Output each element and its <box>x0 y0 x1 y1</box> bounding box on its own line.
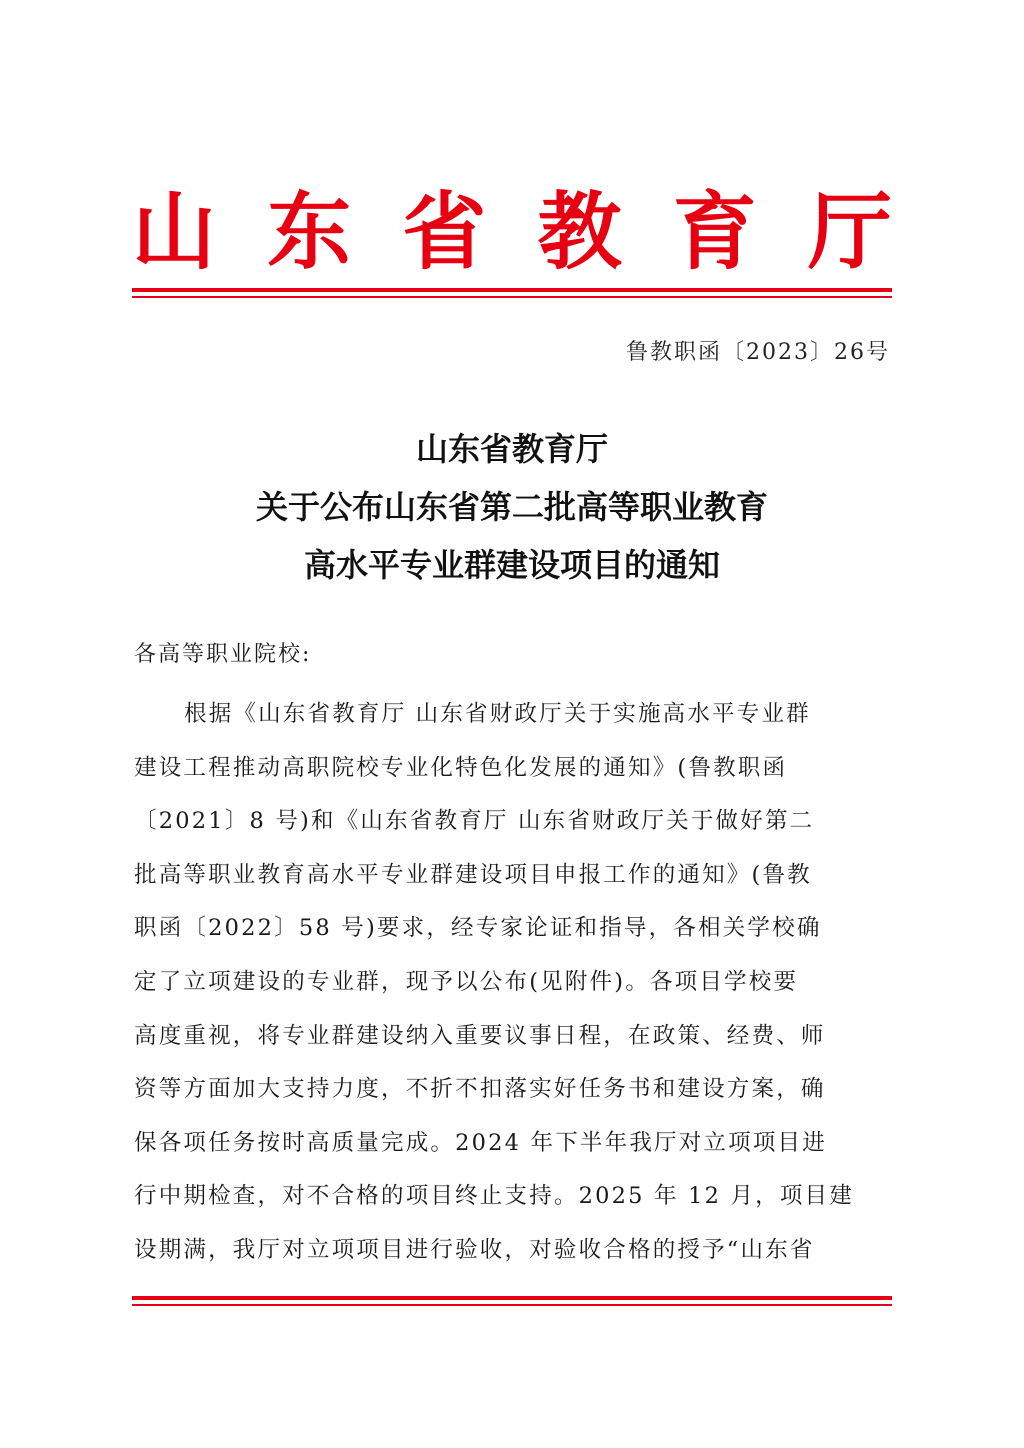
masthead-char: 山 <box>132 182 217 281</box>
title-line: 关于公布山东省第二批高等职业教育 <box>255 488 768 526</box>
salutation: 各高等职业院校: <box>134 642 312 667</box>
masthead-char: 教 <box>537 182 622 281</box>
body-line: 行中期检查，对不合格的项目终止支持。2025 年 12 月，项目建 <box>134 1183 854 1210</box>
body-line: 保各项任务按时高质量完成。2024 年下半年我厅对立项项目进 <box>134 1129 827 1156</box>
title-line: 高水平专业群建设项目的通知 <box>303 546 720 584</box>
masthead-rule-thin <box>132 296 892 298</box>
footer-rule-thin <box>132 1304 892 1306</box>
body-line: 建设工程推动高职院校专业化特色化发展的通知》(鲁教职函 <box>134 754 788 781</box>
masthead-char: 省 <box>402 182 487 281</box>
body-line: 资等方面加大支持力度，不折不扣落实好任务书和建设方案，确 <box>134 1076 826 1103</box>
title-line: 山东省教育厅 <box>415 430 608 468</box>
masthead-char: 厅 <box>807 182 892 281</box>
body-line: 根据《山东省教育厅 山东省财政厅关于实施高水平专业群 <box>184 701 811 727</box>
masthead-char: 东 <box>267 182 352 281</box>
document-number: 鲁教职函〔2023〕26号 <box>626 340 890 365</box>
body-paragraph <box>134 688 890 1278</box>
body-line: 设期满，我厅对立项项目进行验收，对验收合格的授予“山东省 <box>134 1236 815 1263</box>
document-title <box>132 420 892 594</box>
issuer-masthead <box>132 182 892 281</box>
body-line: 〔2021〕8 号)和《山东省教育厅 山东省财政厅关于做好第二 <box>134 808 815 835</box>
body-line: 高度重视，将专业群建设纳入重要议事日程，在政策、经费、师 <box>134 1022 826 1049</box>
footer-rule-thick <box>132 1296 892 1300</box>
masthead-rule-thick <box>132 288 892 292</box>
masthead-char: 育 <box>672 182 757 281</box>
body-line: 定了立项建设的专业群，现予以公布(见附件)。各项目学校要 <box>134 968 799 995</box>
body-line: 职函〔2022〕58 号)要求，经专家论证和指导，各相关学校确 <box>134 915 822 942</box>
body-line: 批高等职业教育高水平专业群建设项目申报工作的通知》(鲁教 <box>134 861 812 888</box>
